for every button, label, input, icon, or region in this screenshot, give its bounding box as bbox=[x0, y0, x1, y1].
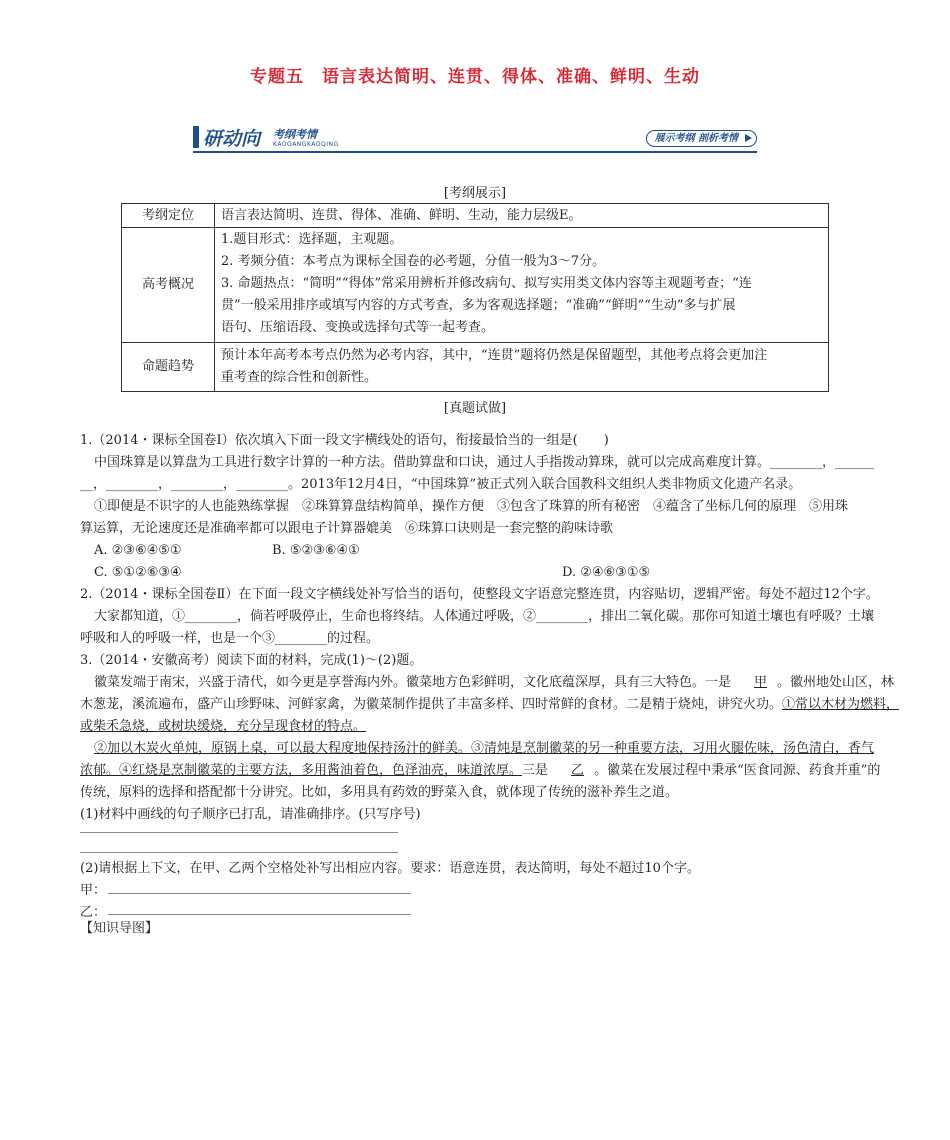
banner-logo bbox=[193, 124, 353, 150]
outline-head: 考纲定位 bbox=[122, 204, 215, 228]
outline-cell bbox=[215, 343, 829, 392]
outline-line: 重考查的综合性和创新性。 bbox=[221, 370, 378, 385]
yi-label: 乙： bbox=[80, 905, 107, 920]
outline-head: 命题趋势 bbox=[122, 343, 215, 392]
q2-paragraph: 呼吸和人的呼吸一样，也是一个③________的过程。 bbox=[80, 631, 380, 646]
banner-right-label: 展示考纲 剖析考情 bbox=[654, 133, 738, 144]
q3-paragraph-line bbox=[94, 738, 924, 760]
q3-text: 。徽州地处山区，林 bbox=[777, 675, 895, 690]
banner-rule bbox=[193, 151, 757, 153]
q1-option-b: B. ⑤②③⑥④① bbox=[272, 543, 360, 558]
banner-right-tag bbox=[646, 130, 757, 147]
q2-paragraph: 大家都知道，①________，倘若呼吸停止，生命也将终结。人体通过呼吸，②________，排出二氧化碳。那你可知道土壤也有呼吸？土壤 bbox=[94, 609, 875, 624]
q1-stem: 1.（2014・课标全国卷Ⅰ）依次填入下面一段文字横线处的语句，衔接最恰当的一组是( ) bbox=[80, 433, 609, 448]
jia-label: 甲： bbox=[80, 883, 107, 898]
answer-line[interactable] bbox=[80, 832, 398, 833]
q3-sub1: (1)材料中画线的句子顺序已打乱，请准确排序。(只写序号) bbox=[80, 807, 421, 822]
outline-row-positioning bbox=[122, 204, 829, 228]
outline-row-trend bbox=[122, 343, 829, 392]
play-arrow-icon bbox=[745, 134, 752, 142]
q1-paragraph: 中国珠算是以算盘为工具进行数字计算的一种方法。借助算盘和口诀，通过人手指拨动算珠，就可以完成高难度计算。________，______ bbox=[94, 455, 875, 470]
banner-bar bbox=[193, 126, 199, 148]
q3-text: 三是 bbox=[522, 763, 549, 778]
q1-option-a: A. ②③⑥④⑤① bbox=[94, 543, 182, 558]
outline-line: 语句、压缩语段、变换或选择句式等一起考查。 bbox=[221, 320, 495, 335]
q1-paragraph: __，________，________，________。2013年12月4日，“中国珠算”被正式列入联合国教科文组织人类非物质文化遗产名录。 bbox=[80, 477, 802, 492]
answer-line[interactable] bbox=[80, 852, 398, 853]
blank-yi: 乙 bbox=[571, 763, 585, 778]
q1-options-text: 算运算，无论速度还是准确率都可以跟电子计算器媲美 ⑥珠算口诀则是一套完整的韵味诗歌 bbox=[80, 521, 614, 536]
outline-cell: 语言表达简明、连贯、得体、准确、鲜明、生动，能力层级E。 bbox=[215, 204, 829, 228]
banner-main-text: 研动向 bbox=[203, 128, 261, 150]
banner-pinyin: KAOGANGKAOQING bbox=[273, 141, 339, 148]
outline-head: 高考概况 bbox=[122, 228, 215, 343]
outline-line: 预计本年高考本考点仍然为必考内容，其中，“连贯”题将仍然是保留题型，其他考点将会更加注 bbox=[221, 348, 768, 363]
q3-text: 徽菜发端于南宋，兴盛于清代，如今更是享誉海内外。徽菜地方色彩鲜明，文化底蕴深厚，具有三大特色。一是 bbox=[94, 675, 732, 690]
jia-answer-line[interactable] bbox=[108, 893, 411, 894]
outline-cell bbox=[215, 228, 829, 343]
q3-underlined-sentence: ①常以木材为燃料， bbox=[782, 697, 900, 712]
yi-answer-line[interactable] bbox=[108, 914, 411, 915]
q3-underlined-sentence: 浓郁。④红烧是烹制徽菜的主要方法，多用酱油着色，色泽油亮，味道浓厚。 bbox=[80, 763, 523, 778]
q3-paragraph-line bbox=[80, 760, 910, 782]
q3-paragraph-line bbox=[80, 716, 910, 738]
outline-row-overview bbox=[122, 228, 829, 343]
outline-line: 3. 命题热点：“简明”“得体”常采用辨析并修改病句、拟写实用类文体内容等主观题考查；“连 bbox=[221, 276, 752, 291]
q3-underlined-sentence: 或柴禾急烧，或树块缓烧，充分呈现食材的特点。 bbox=[80, 719, 367, 734]
section-banner bbox=[193, 124, 757, 154]
blank-jia: 甲 bbox=[754, 675, 768, 690]
q3-paragraph-line bbox=[94, 672, 924, 694]
trial-label: [真题试做] bbox=[443, 401, 507, 416]
outline-line: 1.题目形式：选择题，主观题。 bbox=[221, 232, 403, 247]
q2-stem: 2.（2014・课标全国卷Ⅱ）在下面一段文字横线处补写恰当的语句，使整段文字语意完整连贯，内容贴切，逻辑严密。每处不超过12个字。 bbox=[80, 587, 879, 602]
q1-options-text: ①即便是不识字的人也能熟练掌握 ②珠算算盘结构简单，操作方便 ③包含了珠算的所有秘密 ④蕴含了坐标几何的原理 ⑤用珠 bbox=[94, 499, 849, 514]
q3-stem: 3.（2014・安徽高考）阅读下面的材料，完成(1)～(2)题。 bbox=[80, 653, 423, 668]
q3-paragraph-line bbox=[80, 694, 910, 716]
q1-option-c: C. ⑤①②⑥③④ bbox=[94, 565, 182, 580]
q3-text: 。徽菜在发展过程中秉承“医食同源、药食并重”的 bbox=[594, 763, 881, 778]
q3-text: 木葱茏，溪流遍布，盛产山珍野味、河鲜家禽，为徽菜制作提供了丰富多样、四时常鲜的食材。二是精于烧炖，讲究火功。 bbox=[80, 697, 783, 712]
outline-table bbox=[121, 203, 829, 392]
outline-label: [考纲展示] bbox=[443, 186, 507, 201]
q3-sub2: (2)请根据上下文，在甲、乙两个空格处补写出相应内容。要求：语意连贯，表达简明，每处不超过10个字。 bbox=[80, 861, 700, 876]
q1-option-d: D. ②④⑥③①⑤ bbox=[562, 565, 651, 580]
q3-underlined-sentence: ②加以木炭火单炖，原锅上桌，可以最大程度地保持汤汁的鲜美。③清炖是烹制徽菜的另一种重要方法，习用火腿佐味，汤色清白，香气 bbox=[94, 741, 875, 756]
knowledge-map-label: 【知识导图】 bbox=[80, 921, 159, 936]
q3-paragraph-line: 传统，原料的选择和搭配都十分讲究。比如，多用具有药效的野菜入食，就体现了传统的滋补养生之道。 bbox=[80, 785, 679, 800]
outline-line: 2. 考频分值：本考点为课标全国卷的必考题，分值一般为3～7分。 bbox=[221, 254, 606, 269]
outline-line: 贯”一般采用排序或填写内容的方式考查，多为客观选择题；“准确”“鲜明”“生动”多与扩展 bbox=[221, 298, 736, 313]
page-title: 专题五 语言表达简明、连贯、得体、准确、鲜明、生动 bbox=[250, 67, 700, 87]
banner-sub-text: 考纲考情 bbox=[273, 128, 317, 141]
